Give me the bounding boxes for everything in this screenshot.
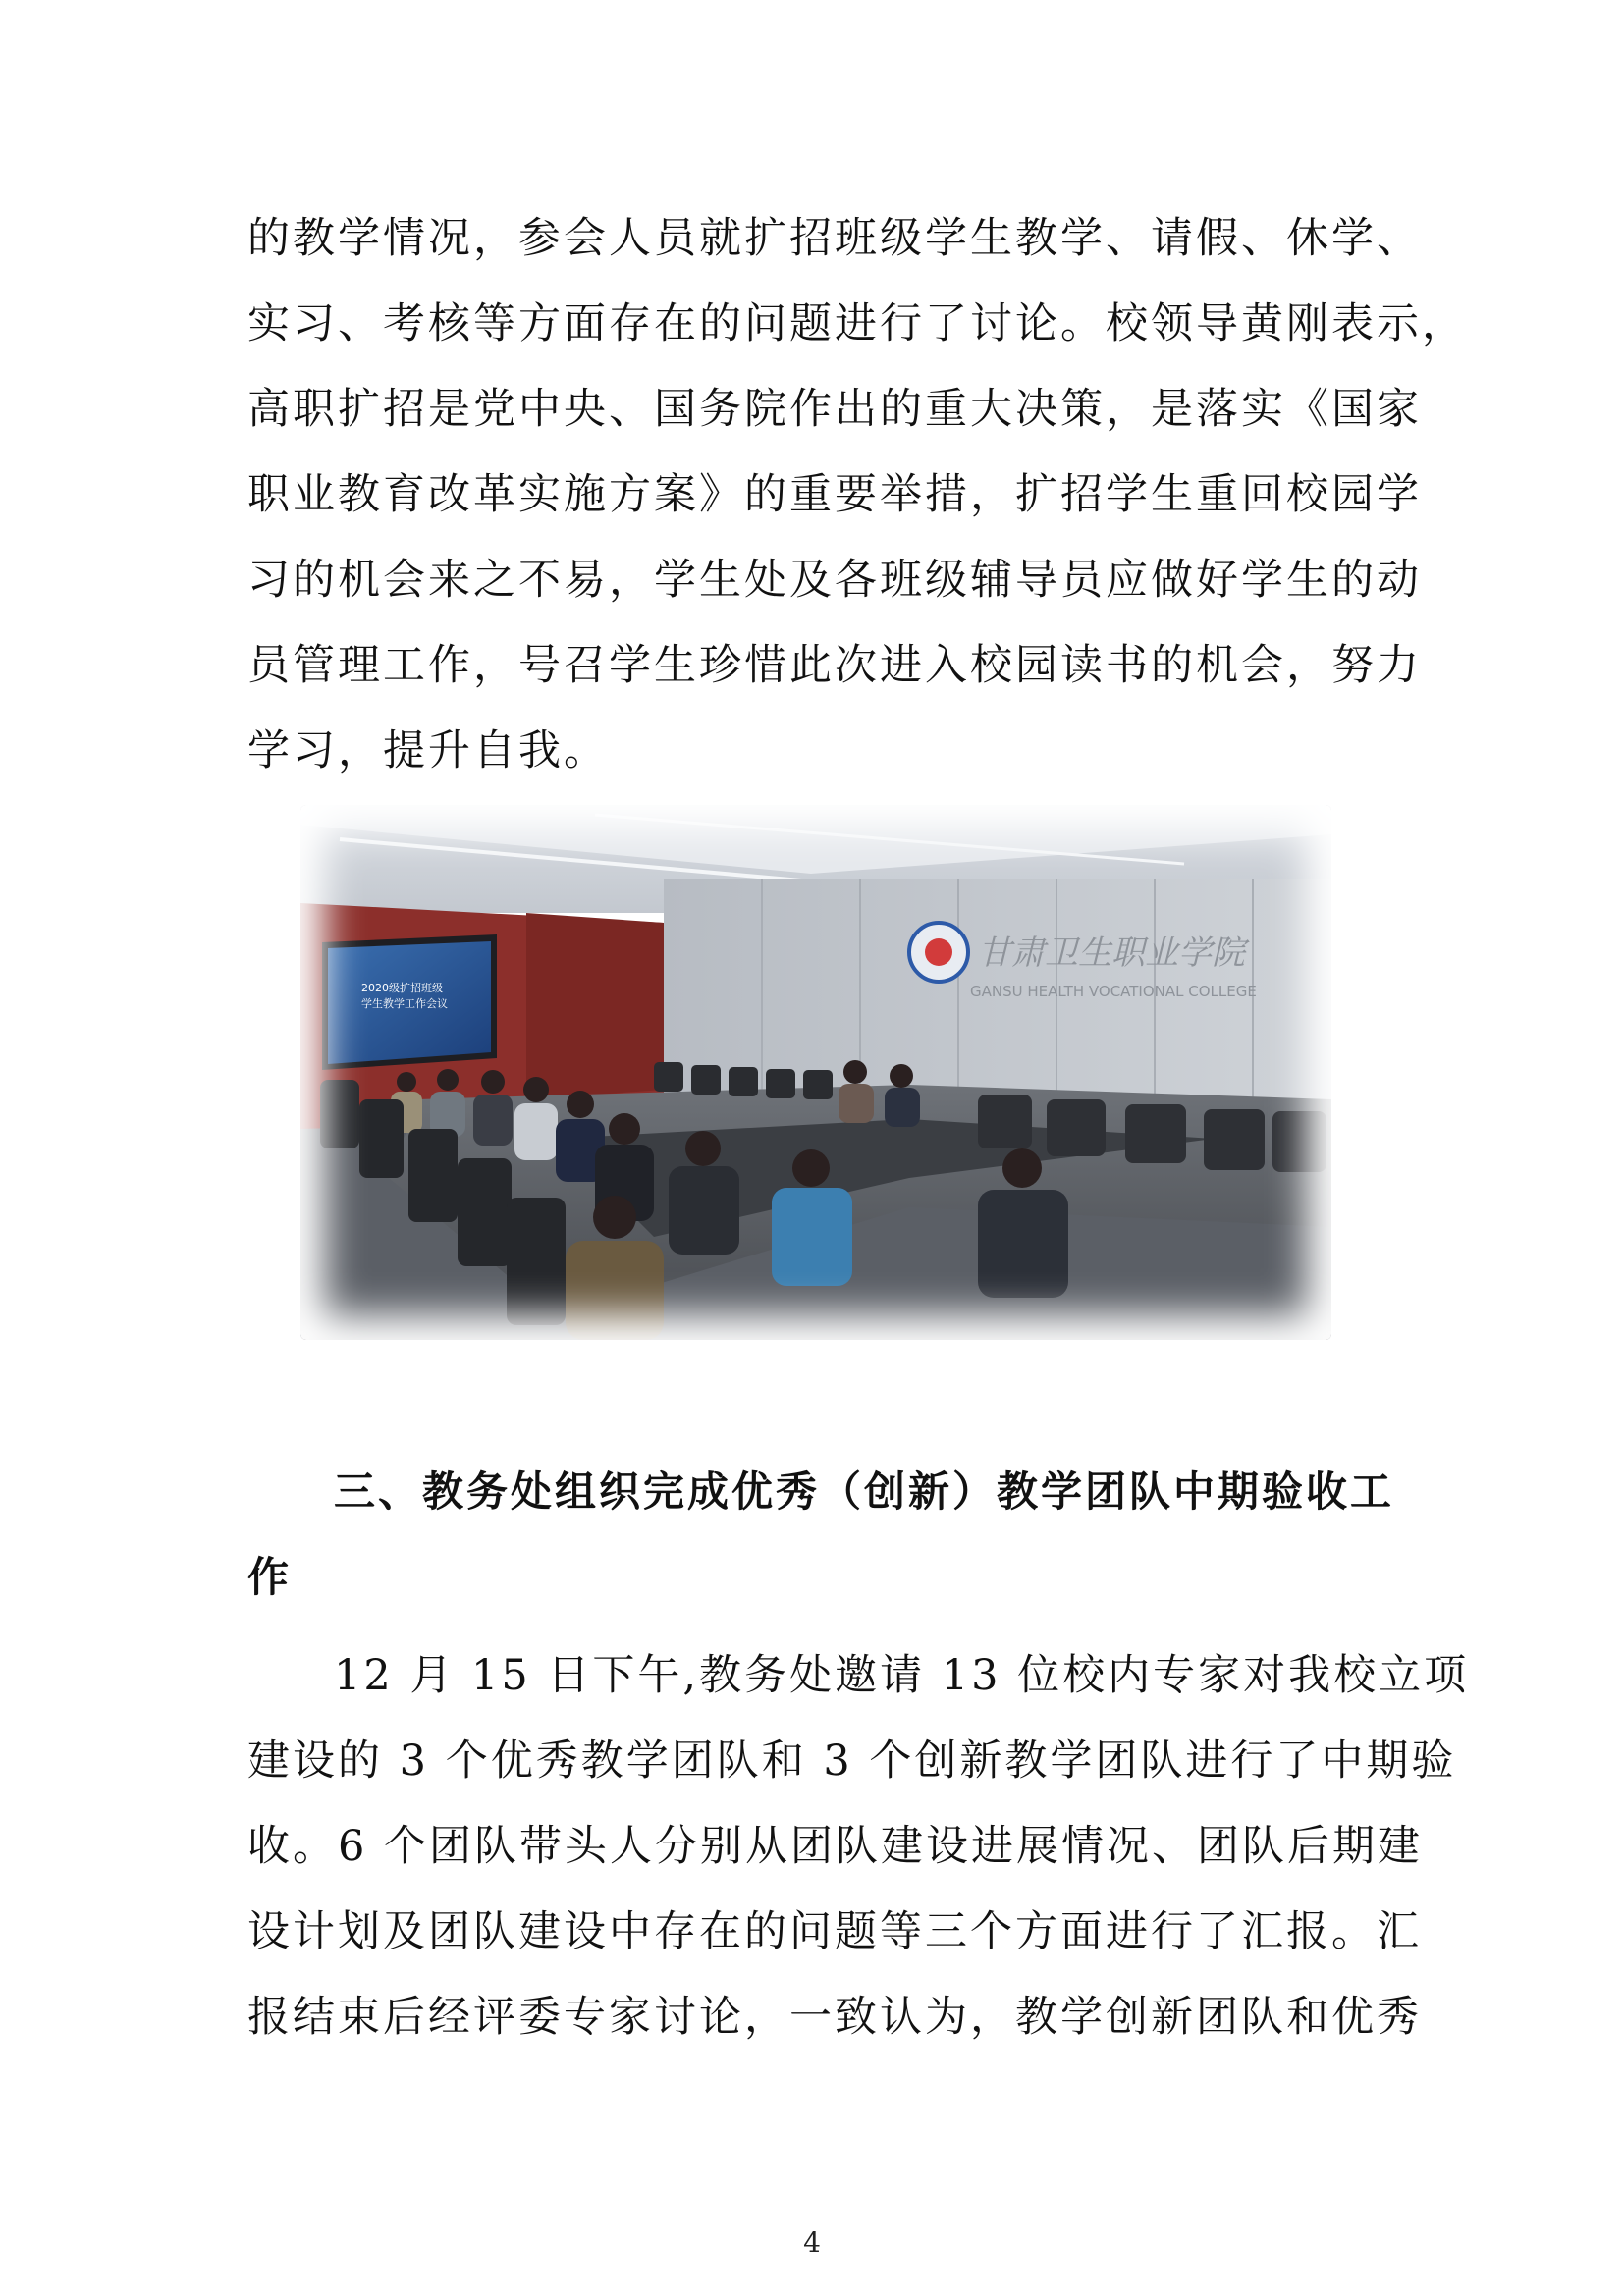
text-line: 12 月 15 日下午,教务处邀请 13 位校内专家对我校立项 <box>334 1651 1470 1700</box>
paragraph-team-review <box>247 1633 1470 2060</box>
heading-line: 作 <box>247 1553 293 1601</box>
text-line: 高职扩招是党中央、国务院作出的重大决策，是落实《国家 <box>247 385 1422 434</box>
text-line: 员管理工作，号召学生珍惜此次进入校园读书的机会，努力 <box>247 641 1422 690</box>
text-line: 建设的 3 个优秀教学团队和 3 个创新教学团队进行了中期验 <box>247 1736 1457 1786</box>
screen-title-line2: 学生教学工作会议 <box>361 997 448 1010</box>
text-line: 设计划及团队建设中存在的问题等三个方面进行了汇报。汇 <box>247 1907 1422 1956</box>
section-heading <box>247 1449 1395 1620</box>
paragraph-meeting-summary <box>247 196 1467 794</box>
meeting-photo <box>300 805 1331 1340</box>
heading-line: 三、教务处组织完成优秀（创新）教学团队中期验收工 <box>334 1468 1395 1516</box>
text-line: 报结束后经评委专家讨论，一致认为，教学创新团队和优秀 <box>247 1993 1422 2042</box>
page-number: 4 <box>803 2226 821 2259</box>
text-line: 的教学情况，参会人员就扩招班级学生教学、请假、休学、 <box>247 214 1422 263</box>
text-line: 实习、考核等方面存在的问题进行了讨论。校领导黄刚表示， <box>247 299 1467 348</box>
text-line: 收。6 个团队带头人分别从团队建设进展情况、团队后期建 <box>247 1822 1424 1871</box>
wall-sign-english: GANSU HEALTH VOCATIONAL COLLEGE <box>970 983 1257 1000</box>
wall-sign-chinese: 甘肃卫生职业学院 <box>978 934 1245 973</box>
text-line: 职业教育改革实施方案》的重要举措，扩招学生重回校园学 <box>247 470 1422 519</box>
text-line: 学习，提升自我。 <box>247 726 609 775</box>
screen-title-line1: 2020级扩招班级 <box>361 982 443 994</box>
text-line: 习的机会来之不易，学生处及各班级辅导员应做好学生的动 <box>247 556 1422 605</box>
